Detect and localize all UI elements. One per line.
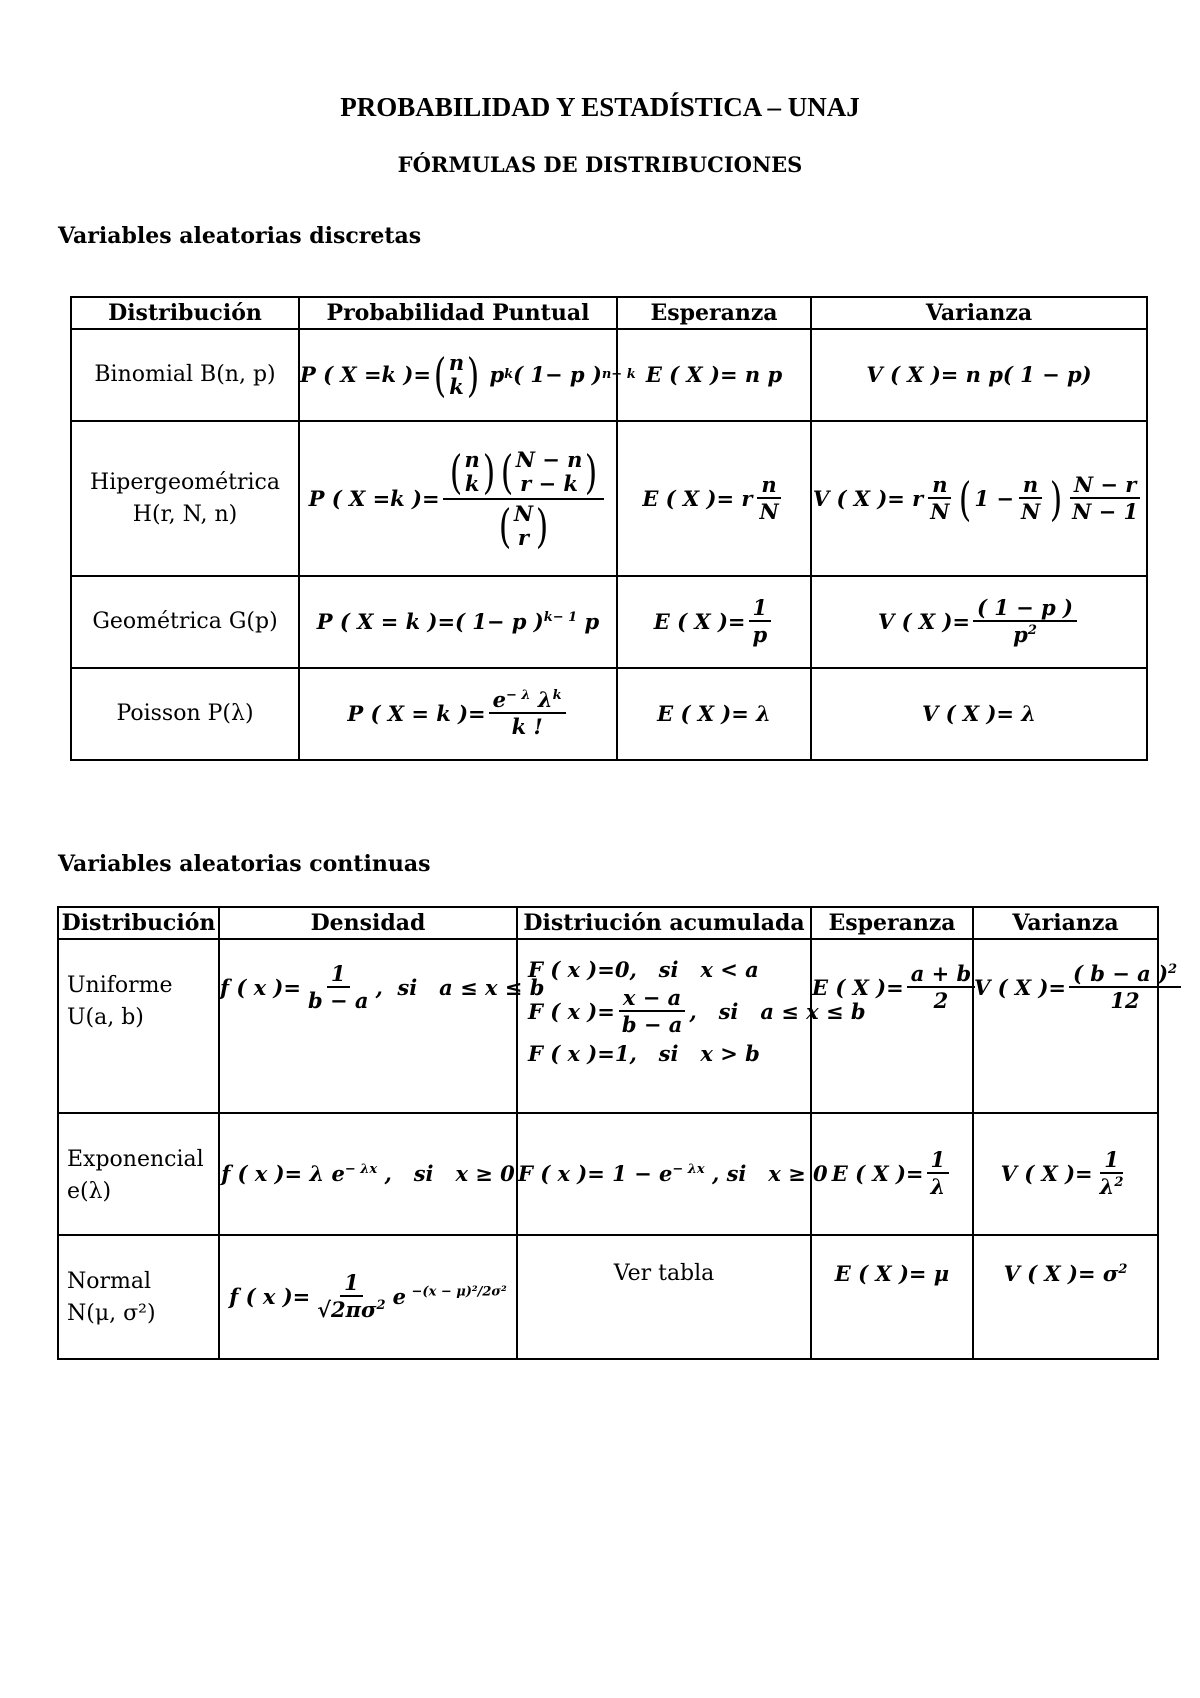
hypergeometric-pmf: P ( X =k )= ( n k ) ( N − n r − k ) ( N r ): [299, 421, 617, 576]
uniform-variance: V ( X )= $\frac{( b - a )^2}{12}$: [973, 939, 1158, 1113]
distribution-name: Binomial B(n, p): [71, 329, 299, 421]
table-row: [58, 939, 1158, 1113]
column-header: Distribución: [71, 297, 299, 329]
distribution-name: Exponencial e(λ): [58, 1113, 219, 1235]
distribution-name: Geométrica G(p): [71, 576, 299, 668]
distribution-name: Normal N(μ, σ²): [58, 1235, 219, 1359]
table-header-row: [71, 297, 1147, 329]
distribution-name: Poisson P(λ): [71, 668, 299, 760]
geometric-variance: V ( X )= $\frac{( 1 - p )}{p^2}$: [811, 576, 1147, 668]
column-header: Distribución: [58, 907, 219, 939]
distribution-name: Uniforme U(a, b): [58, 939, 219, 1113]
geometric-expectation: E ( X )= $\frac{1}{p}$: [617, 576, 811, 668]
uniform-cdf: F ( x )=0, si x < a F ( x )= $\frac{x - a}{b - a}$ , si a ≤ x ≤ b F ( x )=1, si x > b: [517, 939, 811, 1113]
document-subtitle: FÓRMULAS DE DISTRIBUCIONES: [397, 152, 803, 177]
table-row: [71, 421, 1147, 576]
exponential-variance: V ( X )= $\frac{1}{\lambda^2}$: [973, 1113, 1158, 1235]
column-header: Distriución acumulada: [517, 907, 811, 939]
discrete-distributions-table: [70, 296, 1148, 761]
discrete-section-heading: Variables aleatorias discretas: [58, 223, 422, 249]
column-header: Varianza: [811, 297, 1147, 329]
continuous-section-heading: Variables aleatorias continuas: [58, 851, 431, 877]
hypergeometric-variance: V ( X )= r $\frac{n}{N}$ ( 1 − $\frac{n}{N}$ ) $\frac{N - r}{N - 1}$: [811, 421, 1147, 576]
binomial-variance: V ( X )= n p( 1 − p): [811, 329, 1147, 421]
hypergeometric-expectation: E ( X )= r $\frac{n}{N}$: [617, 421, 811, 576]
normal-variance: V ( X )= $\sigma^2$: [973, 1235, 1158, 1359]
column-header: Varianza: [973, 907, 1158, 939]
poisson-variance: V ( X )= λ: [811, 668, 1147, 760]
poisson-expectation: E ( X )= λ: [617, 668, 811, 760]
uniform-expectation: E ( X )= $\frac{a + b}{2}$: [811, 939, 973, 1113]
column-header: Esperanza: [617, 297, 811, 329]
table-row: [71, 668, 1147, 760]
geometric-pmf: P ( X = k )=( 1− p )$^{k- 1}$ p: [299, 576, 617, 668]
table-row: [71, 329, 1147, 421]
table-row: [71, 576, 1147, 668]
document-title: PROBABILIDAD Y ESTADÍSTICA – UNAJ: [340, 92, 860, 122]
distribution-name: Hipergeométrica H(r, N, n): [71, 421, 299, 576]
binomial-pmf: P ( X =k )= ( n k ) p k ( 1− p ) n− k: [299, 329, 617, 421]
column-header: Probabilidad Puntual: [299, 297, 617, 329]
table-row: [58, 1113, 1158, 1235]
continuous-distributions-table: [57, 906, 1178, 1360]
normal-expectation: E ( X )= μ: [811, 1235, 973, 1359]
exponential-expectation: E ( X )= $\frac{1}{\lambda}$: [811, 1113, 973, 1235]
exponential-cdf: F ( x )= $1 - e^{- \lambda x}$ , si x ≥ 0: [517, 1113, 811, 1235]
table-row: [58, 1235, 1158, 1359]
column-header: Esperanza: [811, 907, 973, 939]
poisson-pmf: P ( X = k )= $\frac{e^{- \lambda} \lambda^k}{k !}$: [299, 668, 617, 760]
exponential-density: f ( x )= λ $e^{- \lambda x}$ , si x ≥ 0: [219, 1113, 517, 1235]
uniform-density: f ( x )= $\frac{1}{b - a}$ , si a ≤ x ≤ b: [219, 939, 517, 1113]
binomial-expectation: E ( X )= n p: [617, 329, 811, 421]
normal-cdf: Ver tabla: [517, 1235, 811, 1359]
table-header-row: [58, 907, 1158, 939]
normal-density: f ( x )= $\frac{1}{√2\pi\sigma^2}$ e $^{-(x - \mu)^2/2\sigma^2}$: [219, 1235, 517, 1359]
column-header: Densidad: [219, 907, 517, 939]
